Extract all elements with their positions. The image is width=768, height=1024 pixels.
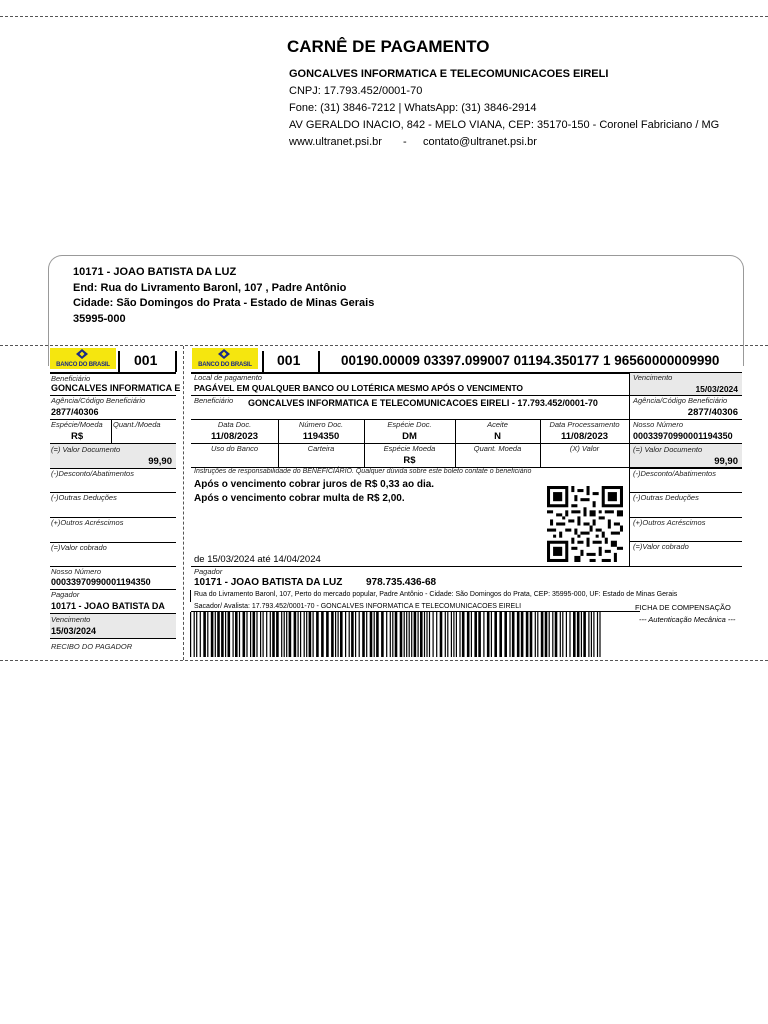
barcode-bar (196, 612, 197, 657)
slip-valor-doc-value: 99,90 (714, 456, 738, 467)
barcode-bar (404, 612, 405, 657)
receipt-cobrado-label: (=)Valor cobrado (51, 543, 107, 552)
barcode-bar (447, 612, 448, 657)
barcode-bar (386, 612, 387, 657)
barcode-bar (376, 612, 379, 657)
barcode-bar (243, 612, 246, 657)
receipt-footer: RECIBO DO PAGADOR (51, 642, 133, 651)
barcode-bar (537, 612, 538, 657)
barcode-bar (426, 612, 427, 657)
bank-logo-icon (218, 349, 230, 359)
pagador-address-marker (190, 590, 191, 602)
company-name: GONCALVES INFORMATICA E TELECOMUNICACOES EIRELI (289, 68, 609, 80)
barcode-bar (300, 612, 301, 657)
receipt-valor-doc-value: 99,90 (148, 456, 172, 467)
barcode-bar (420, 612, 423, 657)
receipt-acrescimos-label: (+)Outros Acréscimos (51, 518, 124, 527)
barcode-bar (593, 612, 594, 657)
addressee-street: End: Rua do Livramento Baronl, 107 , Padre Antônio (73, 282, 347, 294)
barcode-bar (215, 612, 216, 657)
data-proc-label: Data Processamento (549, 420, 620, 429)
barcode-bar (217, 612, 220, 657)
barcode-bar (306, 612, 307, 657)
barcode-bar (370, 612, 373, 657)
barcode-bar (246, 612, 247, 657)
receipt-valor-doc-label: (=) Valor Documento (51, 445, 121, 454)
barcode-bar (233, 612, 234, 657)
local-pagamento-value: PAGÁVEL EM QUALQUER BANCO OU LOTÉRICA MESMO APÓS O VENCIMENTO (194, 383, 524, 393)
barcode-bar (509, 612, 510, 657)
barcode-bar (349, 612, 350, 657)
x-valor-label: (X) Valor (569, 444, 600, 453)
barcode-bar (225, 612, 226, 657)
barcode-bar (190, 612, 191, 657)
barcode-bar (545, 612, 548, 657)
slip-valor-doc-label: (=) Valor Documento (633, 445, 703, 454)
barcode-bar (541, 612, 544, 657)
barcode-bar (562, 612, 563, 657)
slip-row-line (191, 566, 742, 567)
barcode-bar (256, 612, 257, 657)
bank-logo-text: BANCO DO BRASIL (198, 362, 252, 368)
barcode-bar (451, 612, 452, 657)
barcode-bar (294, 612, 297, 657)
receipt-agencia-value: 2877/40306 (51, 407, 99, 417)
receipt-venc-value: 15/03/2024 (51, 626, 97, 636)
barcode-bar (362, 612, 365, 657)
barcode-bar (203, 612, 206, 657)
barcode-bar (276, 612, 279, 657)
barcode-bar (521, 612, 524, 657)
barcode-bar (351, 612, 354, 657)
barcode-bar (494, 612, 497, 657)
barcode-bar (313, 612, 314, 657)
barcode-bar (359, 612, 360, 657)
barcode-bar (453, 612, 454, 657)
digitable-line: 00190.00009 03397.099007 01194.350177 1 96560000009990 (341, 353, 720, 368)
slip-pagador-name: 10171 - JOAO BATISTA DA LUZ (194, 577, 343, 588)
barcode-bar (338, 612, 339, 657)
barcode-bar (588, 612, 589, 657)
company-address: AV GERALDO INACIO, 842 - MELO VIANA, CEP: 35170-150 - Coronel Fabriciano / MG (289, 119, 720, 131)
company-email[interactable]: contato@ultranet.psi.br (423, 136, 537, 148)
barcode-bar (395, 612, 398, 657)
top-cut-line (0, 16, 768, 17)
barcode-bar (316, 612, 319, 657)
barcode-bar (414, 612, 417, 657)
receipt-nosso-value: 00033970990001194350 (51, 577, 151, 587)
company-phone: Fone: (31) 3846-7212 | WhatsApp: (31) 3846-2914 (289, 102, 537, 114)
barcode-bar (459, 612, 460, 657)
barcode-bar (200, 612, 201, 657)
especie-moeda-value: R$ (403, 455, 416, 466)
barcode-bar (235, 612, 238, 657)
especie-doc-value: DM (402, 431, 417, 442)
num-doc-value: 1194350 (302, 431, 340, 442)
data-doc-value: 11/08/2023 (210, 431, 259, 442)
barcode-bar (474, 612, 477, 657)
qr-code-icon[interactable] (545, 486, 625, 562)
receipt-especie-label: Espécie/Moeda (51, 420, 103, 429)
barcode-bar (535, 612, 536, 657)
slip-agencia-label: Agência/Código Beneficiário (633, 396, 728, 405)
receipt-cell-divider (111, 420, 112, 443)
quant-moeda-label: Quant. Moeda (473, 444, 522, 453)
barcode-bar (406, 612, 407, 657)
slip-outras-label: (-)Outras Deduções (633, 493, 699, 502)
instructions-label: Instruções de responsabilidade do BENEFICIÁRIO. Qualquer dúvida sobre este boleto contate o beneficiário (194, 468, 532, 475)
instruction-interest: Após o vencimento cobrar juros de R$ 0,33 ao dia. (194, 479, 435, 490)
barcode-bar (566, 612, 567, 657)
carteira-label: Carteira (307, 444, 335, 453)
receipt-nosso-label: Nosso Número (51, 567, 102, 576)
barcode-bar (491, 612, 492, 657)
barcode-bar (573, 612, 576, 657)
barcode-bar (583, 612, 586, 657)
barcode-bar (270, 612, 271, 657)
barcode-bar (239, 612, 240, 657)
sacador-avalista: Sacador/ Avalista: 17.793.452/0001-70 - GONCALVES INFORMATICA E TELECOMUNICACOES EIRELI (194, 603, 522, 610)
slip-cobrado-label: (=)Valor cobrado (633, 542, 689, 551)
barcode-bar (467, 612, 470, 657)
barcode-bar (549, 612, 550, 657)
barcode-bar (599, 612, 600, 657)
barcode-bar (286, 612, 287, 657)
slip-pagador-doc: 978.735.436-68 (366, 577, 437, 588)
data-doc-label: Data Doc. (217, 420, 252, 429)
aceite-value: N (494, 431, 501, 442)
receipt-especie-value: R$ (71, 431, 84, 442)
barcode-bar (411, 612, 412, 657)
especie-doc-label: Espécie Doc. (387, 420, 432, 429)
slip-acrescimos-label: (+)Outros Acréscimos (633, 518, 706, 527)
payment-period: de 15/03/2024 até 14/04/2024 (194, 554, 321, 565)
barcode-bar (526, 612, 529, 657)
uso-banco-label: Uso do Banco (210, 444, 259, 453)
barcode-bar (355, 612, 356, 657)
barcode-bar (499, 612, 502, 657)
barcode-bar (345, 612, 346, 657)
instruction-fine: Após o vencimento cobrar multa de R$ 2,00. (194, 493, 405, 504)
bank-logo-receipt (50, 348, 116, 369)
barcode-bar (569, 612, 570, 657)
barcode-bar (381, 612, 384, 657)
contact-separator: - (403, 136, 407, 148)
barcode-bar (289, 612, 292, 657)
barcode-bar (471, 612, 472, 657)
barcode-bar (409, 612, 410, 657)
middle-cut-line (0, 345, 768, 346)
barcode-bar (266, 612, 267, 657)
slip-nosso-value: 00033970990001194350 (633, 431, 733, 441)
barcode-bar (374, 612, 375, 657)
barcode-bar (487, 612, 490, 657)
addressee-city: Cidade: São Domingos do Prata - Estado de Minas Gerais (73, 297, 375, 309)
slip-venc-label: Vencimento (633, 373, 673, 382)
barcode-bar (456, 612, 457, 657)
barcode (190, 612, 605, 657)
barcode-bar (298, 612, 299, 657)
receipt-venc-label: Vencimento (51, 615, 91, 624)
barcode-bar (424, 612, 425, 657)
autenticacao-mecanica: --- Autenticação Mecânica --- (639, 615, 736, 624)
page-title: CARNÊ DE PAGAMENTO (287, 37, 490, 56)
data-proc-value: 11/08/2023 (560, 431, 609, 442)
barcode-bar (340, 612, 343, 657)
especie-moeda-label: Espécie Moeda (383, 444, 436, 453)
receipt-pagador-label: Pagador (51, 590, 80, 599)
barcode-bar (512, 612, 515, 657)
barcode-bar (321, 612, 324, 657)
slip-bank-code: 001 (277, 352, 301, 368)
barcode-bar (577, 612, 580, 657)
barcode-bar (462, 612, 465, 657)
barcode-bar (445, 612, 446, 657)
barcode-bar (366, 612, 367, 657)
barcode-bar (335, 612, 336, 657)
company-website[interactable]: www.ultranet.psi.br (289, 136, 382, 148)
receipt-code-divider-left (118, 351, 120, 372)
receipt-outras-label: (-)Outras Deduções (51, 493, 117, 502)
receipt-cut-line (183, 346, 184, 660)
barcode-bar (390, 612, 391, 657)
barcode-bar (331, 612, 334, 657)
barcode-bar (433, 612, 434, 657)
receipt-quant-label: Quant./Moeda (113, 420, 161, 429)
barcode-bar (281, 612, 282, 657)
receipt-beneficiario-value: GONCALVES INFORMATICA E (51, 383, 181, 393)
slip-venc-value: 15/03/2024 (695, 384, 738, 394)
barcode-bar (284, 612, 285, 657)
slip-nosso-label: Nosso Número (633, 420, 684, 429)
receipt-row-line (50, 638, 176, 639)
slip-pagador-address: Rua do Livramento Baronl, 107, Perto do mercado popular, Padre Antônio - Cidade: São Domingos do Prata, CEP: 35995-000, UF: Estado de Minas Gerais (194, 591, 678, 598)
barcode-bar (253, 612, 256, 657)
barcode-bar (555, 612, 558, 657)
barcode-bar (517, 612, 520, 657)
receipt-code-divider-right (175, 351, 177, 372)
slip-desconto-label: (-)Desconto/Abatimentos (633, 469, 716, 478)
slip-pagador-label: Pagador (194, 567, 223, 576)
slip-code-divider-left (262, 351, 264, 372)
barcode-bar (530, 612, 533, 657)
slip-benef-value: GONCALVES INFORMATICA E TELECOMUNICACOES EIRELI - 17.793.452/0001-70 (248, 398, 598, 408)
barcode-bar (304, 612, 305, 657)
barcode-bar (272, 612, 275, 657)
barcode-bar (581, 612, 582, 657)
bank-logo-text: BANCO DO BRASIL (56, 362, 110, 368)
barcode-bar (560, 612, 561, 657)
barcode-bar (260, 612, 261, 657)
barcode-bar (207, 612, 208, 657)
num-doc-label: Número Doc. (298, 420, 344, 429)
barcode-bar (504, 612, 507, 657)
barcode-bar (418, 612, 419, 657)
slip-benef-label: Beneficiário (194, 396, 234, 405)
barcode-bar (400, 612, 403, 657)
barcode-bar (263, 612, 264, 657)
barcode-bar (211, 612, 214, 657)
barcode-bar (429, 612, 430, 657)
local-pagamento-label: Local de pagamento (194, 373, 262, 382)
addressee-zip: 35995-000 (73, 313, 126, 325)
bank-logo-icon (76, 349, 88, 359)
barcode-bar (552, 612, 553, 657)
receipt-desconto-label: (-)Desconto/Abatimentos (51, 469, 134, 478)
barcode-bar (591, 612, 592, 657)
barcode-bar (228, 612, 231, 657)
slip-code-divider-right (318, 351, 320, 372)
barcode-bar (250, 612, 251, 657)
addressee-name: 10171 - JOAO BATISTA DA LUZ (73, 266, 237, 278)
receipt-pagador-value: 10171 - JOAO BATISTA DA (51, 601, 165, 611)
barcode-bar (326, 612, 329, 657)
slip-right-column-divider (629, 372, 630, 566)
barcode-bar (194, 612, 195, 657)
receipt-beneficiario-label: Beneficiário (51, 374, 91, 383)
bottom-cut-line (0, 660, 768, 661)
slip-agencia-value: 2877/40306 (687, 407, 738, 418)
barcode-bar (392, 612, 393, 657)
barcode-bar (478, 612, 481, 657)
bank-logo-slip (192, 348, 258, 369)
company-cnpj: CNPJ: 17.793.452/0001-70 (289, 85, 423, 97)
barcode-bar (309, 612, 312, 657)
barcode-bar (221, 612, 224, 657)
barcode-bar (440, 612, 443, 657)
barcode-bar (436, 612, 437, 657)
receipt-bank-code: 001 (134, 352, 158, 368)
barcode-bar (483, 612, 484, 657)
barcode-bar (597, 612, 598, 657)
ficha-compensacao: FICHA DE COMPENSAÇÃO (635, 603, 731, 612)
receipt-agencia-label: Agência/Código Beneficiário (51, 396, 146, 405)
aceite-label: Aceite (487, 420, 508, 429)
